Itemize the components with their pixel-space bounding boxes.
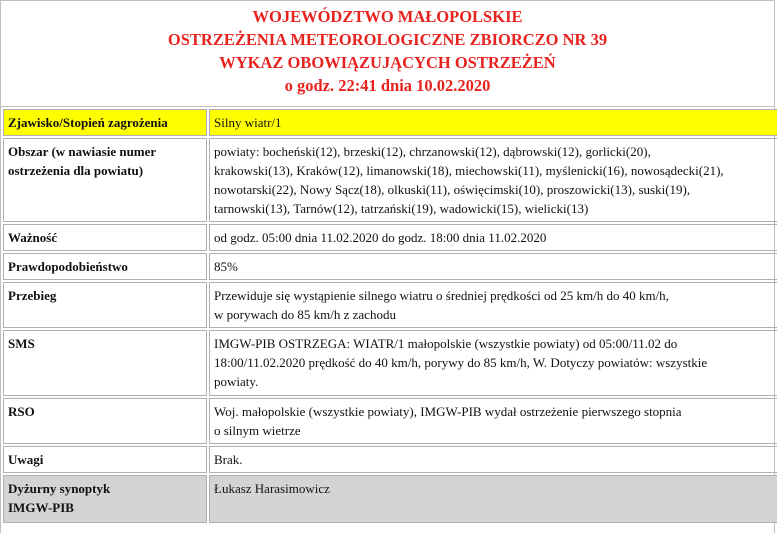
value-line: IMGW-PIB OSTRZEGA: WIATR/1 małopolskie (wszystkie powiaty) od 05:00/11.02 do bbox=[214, 336, 678, 351]
value-sms bbox=[209, 330, 777, 396]
header-list-title: WYKAZ OBOWIĄZUJĄCYCH OSTRZEŻEŃ bbox=[219, 53, 556, 72]
value-forecaster bbox=[209, 475, 777, 523]
label-line: Obszar (w nawiasie numer bbox=[8, 144, 157, 159]
value-line: Brak. bbox=[214, 452, 243, 467]
row-area bbox=[3, 138, 777, 222]
label-line: Dyżurny synoptyk bbox=[8, 481, 111, 496]
value-line: powiaty. bbox=[214, 374, 259, 389]
value-validity bbox=[209, 224, 777, 251]
value-probability bbox=[209, 253, 777, 280]
row-sms bbox=[3, 330, 777, 396]
header-timestamp: o godz. 22:41 dnia 10.02.2020 bbox=[284, 76, 491, 95]
value-course bbox=[209, 282, 777, 328]
label-forecaster bbox=[3, 475, 207, 523]
warning-table bbox=[1, 107, 777, 525]
label-course: Przebieg bbox=[3, 282, 207, 328]
value-line: nowotarski(22), Nowy Sącz(18), olkuski(11), oświęcimski(10), proszowicki(13), suski(19), bbox=[214, 182, 691, 197]
value-phenomenon bbox=[209, 109, 777, 136]
label-probability: Prawdopodobieństwo bbox=[3, 253, 207, 280]
label-validity: Ważność bbox=[3, 224, 207, 251]
row-forecaster bbox=[3, 475, 777, 523]
value-line: powiaty: bocheński(12), brzeski(12), chrzanowski(12), dąbrowski(12), gorlicki(20), bbox=[214, 144, 651, 159]
label-line: IMGW-PIB bbox=[8, 500, 74, 515]
label-area bbox=[3, 138, 207, 222]
label-sms: SMS bbox=[3, 330, 207, 396]
row-probability bbox=[3, 253, 777, 280]
value-line: 18:00/11.02.2020 prędkość do 40 km/h, porywy do 85 km/h, W. Dotyczy powiatów: wszystkie bbox=[214, 355, 708, 370]
value-line: Przewiduje się wystąpienie silnego wiatru o średniej prędkości od 25 km/h do 40 km/h, bbox=[214, 288, 669, 303]
header-region-title: WOJEWÓDZTWO MAŁOPOLSKIE bbox=[252, 7, 523, 26]
value-remarks bbox=[209, 446, 777, 473]
value-line: tarnowski(13), Tarnów(12), tatrzański(19), wadowicki(15), wielicki(13) bbox=[214, 201, 589, 216]
value-line: Woj. małopolskie (wszystkie powiaty), IMGW-PIB wydał ostrzeżenie pierwszego stopnia bbox=[214, 404, 682, 419]
row-validity bbox=[3, 224, 777, 251]
document-header bbox=[1, 1, 774, 107]
row-course bbox=[3, 282, 777, 328]
row-rso bbox=[3, 398, 777, 444]
value-line: krakowski(13), Kraków(12), limanowski(18), miechowski(11), myślenicki(16), nowosądecki(21), bbox=[214, 163, 724, 178]
value-rso bbox=[209, 398, 777, 444]
value-area bbox=[209, 138, 777, 222]
row-phenomenon bbox=[3, 109, 777, 136]
label-rso: RSO bbox=[3, 398, 207, 444]
row-remarks bbox=[3, 446, 777, 473]
label-remarks: Uwagi bbox=[3, 446, 207, 473]
value-line: 85% bbox=[214, 259, 238, 274]
label-phenomenon: Zjawisko/Stopień zagrożenia bbox=[3, 109, 207, 136]
label-line: ostrzeżenia dla powiatu) bbox=[8, 163, 144, 178]
value-line: Łukasz Harasimowicz bbox=[214, 481, 330, 496]
value-line: Silny wiatr/1 bbox=[214, 115, 282, 130]
header-warning-number: OSTRZEŻENIA METEOROLOGICZNE ZBIORCZO NR 39 bbox=[167, 30, 608, 49]
value-line: w porywach do 85 km/h z zachodu bbox=[214, 307, 396, 322]
value-line: o silnym wietrze bbox=[214, 423, 301, 438]
value-line: od godz. 05:00 dnia 11.02.2020 do godz. 18:00 dnia 11.02.2020 bbox=[214, 230, 547, 245]
